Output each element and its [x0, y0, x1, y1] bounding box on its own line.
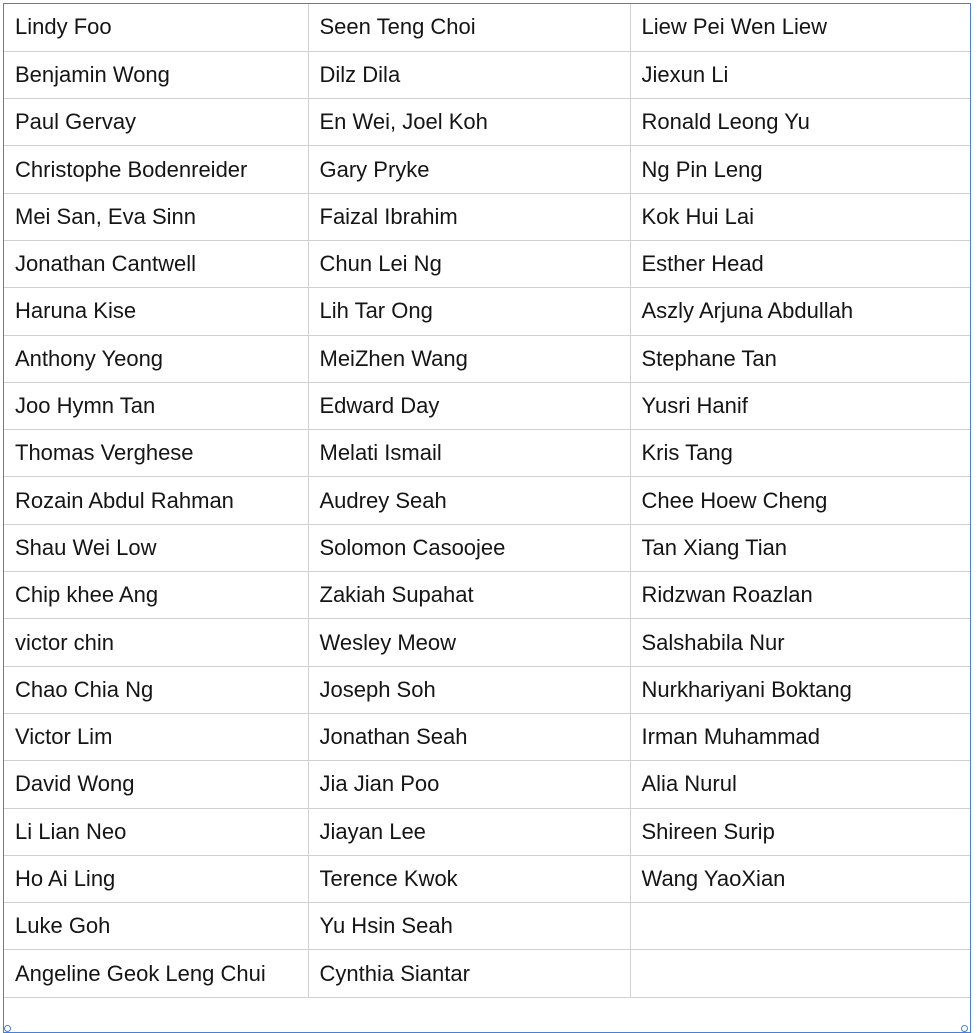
resize-handle-bottom-right[interactable] — [961, 1025, 968, 1032]
table-cell[interactable]: Yu Hsin Seah — [308, 903, 630, 950]
table-cell[interactable]: Benjamin Wong — [4, 51, 308, 98]
table-cell[interactable]: Jiayan Lee — [308, 808, 630, 855]
table-cell[interactable]: Haruna Kise — [4, 288, 308, 335]
table-cell[interactable]: victor chin — [4, 619, 308, 666]
table-cell[interactable]: Solomon Casoojee — [308, 524, 630, 571]
table-cell[interactable]: Yusri Hanif — [630, 382, 970, 429]
table-cell[interactable]: David Wong — [4, 761, 308, 808]
table-cell[interactable]: Ridzwan Roazlan — [630, 572, 970, 619]
table-cell[interactable]: Wang YaoXian — [630, 855, 970, 902]
table-cell[interactable]: Lih Tar Ong — [308, 288, 630, 335]
table-cell[interactable]: Christophe Bodenreider — [4, 146, 308, 193]
table-row — [4, 430, 970, 477]
table-cell[interactable]: Irman Muhammad — [630, 713, 970, 760]
table-row — [4, 619, 970, 666]
table-cell[interactable]: Li Lian Neo — [4, 808, 308, 855]
table-cell[interactable]: Chun Lei Ng — [308, 240, 630, 287]
table-cell[interactable]: Zakiah Supahat — [308, 572, 630, 619]
table-cell[interactable]: Ng Pin Leng — [630, 146, 970, 193]
names-table-body — [4, 4, 970, 997]
table-cell[interactable]: Jonathan Seah — [308, 713, 630, 760]
table-cell[interactable]: Ronald Leong Yu — [630, 99, 970, 146]
table-cell[interactable]: Kris Tang — [630, 430, 970, 477]
table-cell[interactable]: Chao Chia Ng — [4, 666, 308, 713]
table-cell[interactable]: Gary Pryke — [308, 146, 630, 193]
table-cell[interactable]: Lindy Foo — [4, 4, 308, 51]
table-row — [4, 524, 970, 571]
table-cell[interactable]: MeiZhen Wang — [308, 335, 630, 382]
table-cell[interactable]: Salshabila Nur — [630, 619, 970, 666]
table-cell[interactable]: Edward Day — [308, 382, 630, 429]
table-cell[interactable]: Melati Ismail — [308, 430, 630, 477]
table-cell[interactable]: Rozain Abdul Rahman — [4, 477, 308, 524]
table-cell[interactable]: Dilz Dila — [308, 51, 630, 98]
table-row — [4, 335, 970, 382]
table-cell[interactable]: Joseph Soh — [308, 666, 630, 713]
table-row — [4, 903, 970, 950]
table-cell[interactable]: Audrey Seah — [308, 477, 630, 524]
table-row — [4, 666, 970, 713]
table-row — [4, 761, 970, 808]
resize-handle-bottom-left[interactable] — [4, 1025, 11, 1032]
table-row — [4, 382, 970, 429]
table-cell[interactable]: Chip khee Ang — [4, 572, 308, 619]
table-cell[interactable]: Cynthia Siantar — [308, 950, 630, 997]
table-cell[interactable]: En Wei, Joel Koh — [308, 99, 630, 146]
table-cell[interactable]: Alia Nurul — [630, 761, 970, 808]
table-cell[interactable]: Terence Kwok — [308, 855, 630, 902]
names-table-frame[interactable] — [3, 3, 971, 1033]
table-cell[interactable]: Seen Teng Choi — [308, 4, 630, 51]
table-cell[interactable]: Jia Jian Poo — [308, 761, 630, 808]
table-row — [4, 572, 970, 619]
table-cell[interactable]: Kok Hui Lai — [630, 193, 970, 240]
table-cell[interactable]: Mei San, Eva Sinn — [4, 193, 308, 240]
table-cell[interactable]: Angeline Geok Leng Chui — [4, 950, 308, 997]
table-cell[interactable]: Tan Xiang Tian — [630, 524, 970, 571]
table-cell[interactable]: Stephane Tan — [630, 335, 970, 382]
table-row — [4, 477, 970, 524]
table-cell[interactable]: Faizal Ibrahim — [308, 193, 630, 240]
table-cell[interactable]: Paul Gervay — [4, 99, 308, 146]
table-row — [4, 51, 970, 98]
table-cell[interactable]: Shireen Surip — [630, 808, 970, 855]
table-cell[interactable]: Nurkhariyani Boktang — [630, 666, 970, 713]
table-cell[interactable]: Liew Pei Wen Liew — [630, 4, 970, 51]
table-cell[interactable]: Chee Hoew Cheng — [630, 477, 970, 524]
table-row — [4, 146, 970, 193]
table-row — [4, 950, 970, 997]
table-cell[interactable]: Esther Head — [630, 240, 970, 287]
table-cell[interactable]: Aszly Arjuna Abdullah — [630, 288, 970, 335]
table-cell[interactable]: Luke Goh — [4, 903, 308, 950]
table-row — [4, 4, 970, 51]
table-row — [4, 99, 970, 146]
table-cell[interactable] — [630, 903, 970, 950]
table-row — [4, 855, 970, 902]
table-row — [4, 193, 970, 240]
table-cell[interactable]: Anthony Yeong — [4, 335, 308, 382]
table-cell[interactable]: Thomas Verghese — [4, 430, 308, 477]
table-cell[interactable]: Victor Lim — [4, 713, 308, 760]
table-row — [4, 713, 970, 760]
table-cell[interactable]: Jiexun Li — [630, 51, 970, 98]
table-cell[interactable] — [630, 950, 970, 997]
table-row — [4, 288, 970, 335]
table-cell[interactable]: Shau Wei Low — [4, 524, 308, 571]
table-cell[interactable]: Ho Ai Ling — [4, 855, 308, 902]
table-cell[interactable]: Jonathan Cantwell — [4, 240, 308, 287]
table-row — [4, 808, 970, 855]
table-cell[interactable]: Wesley Meow — [308, 619, 630, 666]
names-table — [4, 4, 970, 998]
table-row — [4, 240, 970, 287]
table-cell[interactable]: Joo Hymn Tan — [4, 382, 308, 429]
